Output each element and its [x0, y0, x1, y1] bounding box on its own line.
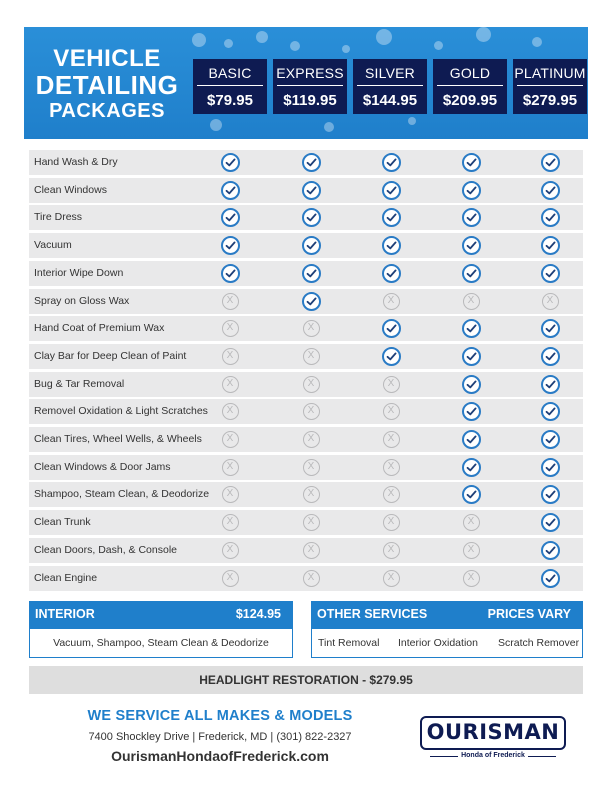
x-icon	[222, 348, 239, 365]
x-icon	[222, 486, 239, 503]
x-mark-letter: X	[307, 433, 315, 444]
check-icon	[462, 319, 481, 338]
other-service-item: Interior Oxidation	[398, 637, 478, 649]
check-icon	[462, 208, 481, 227]
check-icon	[382, 264, 401, 283]
check-icon	[462, 153, 481, 172]
x-icon	[303, 403, 320, 420]
check-icon	[541, 153, 560, 172]
check-icon	[462, 375, 481, 394]
check-icon	[541, 181, 560, 200]
check-icon	[382, 153, 401, 172]
check-icon	[382, 236, 401, 255]
check-icon	[541, 236, 560, 255]
other-service-item: Tint Removal	[318, 637, 380, 649]
check-icon	[382, 208, 401, 227]
check-icon	[462, 458, 481, 477]
x-mark-letter: X	[467, 295, 475, 306]
x-icon	[463, 542, 480, 559]
x-icon	[383, 514, 400, 531]
x-mark-letter: X	[387, 378, 395, 389]
table-row	[29, 289, 583, 314]
check-icon	[541, 264, 560, 283]
table-row	[29, 150, 583, 175]
check-icon	[462, 402, 481, 421]
check-icon	[462, 264, 481, 283]
table-row	[29, 316, 583, 341]
x-mark-letter: X	[307, 350, 315, 361]
divider	[277, 85, 343, 86]
other-services-body	[311, 628, 583, 658]
footer-tagline: WE SERVICE ALL MAKES & MODELS	[87, 708, 353, 724]
service-label: Hand Coat of Premium Wax	[34, 322, 165, 334]
other-service-item: Scratch Remover	[498, 637, 580, 649]
check-icon	[462, 347, 481, 366]
check-icon	[541, 319, 560, 338]
x-mark-letter: X	[226, 322, 234, 333]
check-icon	[382, 319, 401, 338]
service-label: Clean Windows & Door Jams	[34, 461, 171, 473]
package-name: GOLD	[449, 65, 491, 81]
divider	[357, 85, 423, 86]
table-row	[29, 427, 583, 452]
service-label: Shampoo, Steam Clean, & Deodorize	[34, 488, 210, 500]
x-mark-letter: X	[467, 544, 475, 555]
check-icon	[221, 236, 240, 255]
x-icon	[222, 542, 239, 559]
check-icon	[541, 430, 560, 449]
x-mark-letter: X	[387, 516, 395, 527]
table-row	[29, 510, 583, 535]
table-row	[29, 538, 583, 563]
check-icon	[221, 181, 240, 200]
interior-body	[29, 628, 293, 658]
x-icon	[383, 376, 400, 393]
x-mark-letter: X	[226, 572, 234, 583]
x-icon	[542, 293, 559, 310]
x-mark-letter: X	[387, 433, 395, 444]
x-icon	[222, 293, 239, 310]
x-icon	[463, 514, 480, 531]
check-icon	[462, 236, 481, 255]
divider	[437, 85, 503, 86]
x-mark-letter: X	[226, 295, 234, 306]
service-label: Clean Windows	[34, 184, 107, 196]
x-mark-letter: X	[387, 405, 395, 416]
bubble-decoration	[434, 41, 443, 50]
page-title	[24, 47, 190, 121]
check-icon	[541, 347, 560, 366]
logo-wordmark: OURISMAN	[420, 716, 566, 750]
check-icon	[541, 541, 560, 560]
service-label: Hand Wash & Dry	[34, 156, 118, 168]
interior-header	[29, 601, 293, 628]
service-label: Clean Trunk	[34, 516, 91, 528]
table-row	[29, 233, 583, 258]
x-icon	[222, 514, 239, 531]
x-mark-letter: X	[226, 488, 234, 499]
service-label: Clean Doors, Dash, & Console	[34, 544, 177, 556]
check-icon	[302, 292, 321, 311]
table-row	[29, 205, 583, 230]
x-icon	[383, 431, 400, 448]
package-price: $209.95	[442, 92, 498, 109]
package-name: PLATINUM	[514, 65, 586, 81]
title-line-3: PACKAGES	[49, 100, 165, 122]
x-mark-letter: X	[307, 461, 315, 472]
table-row	[29, 178, 583, 203]
x-icon	[463, 570, 480, 587]
bubble-decoration	[476, 27, 491, 42]
check-icon	[302, 264, 321, 283]
check-icon	[541, 375, 560, 394]
x-icon	[383, 459, 400, 476]
bubble-decoration	[224, 39, 233, 48]
table-row	[29, 372, 583, 397]
x-mark-letter: X	[226, 405, 234, 416]
x-icon	[383, 570, 400, 587]
package-price: $119.95	[283, 92, 337, 109]
x-icon	[303, 514, 320, 531]
other-services-header	[311, 601, 583, 628]
table-row	[29, 399, 583, 424]
bubble-decoration	[256, 31, 268, 43]
check-icon	[221, 264, 240, 283]
x-icon	[222, 376, 239, 393]
bubble-decoration	[324, 122, 334, 132]
package-gold	[433, 59, 507, 114]
x-mark-letter: X	[387, 461, 395, 472]
x-icon	[303, 570, 320, 587]
check-icon	[462, 430, 481, 449]
bubble-decoration	[376, 29, 392, 45]
package-price: $79.95	[207, 92, 253, 109]
x-icon	[222, 459, 239, 476]
x-icon	[383, 486, 400, 503]
divider	[517, 85, 583, 86]
x-icon	[303, 376, 320, 393]
x-mark-letter: X	[307, 488, 315, 499]
table-row	[29, 261, 583, 286]
interior-price: $124.95	[235, 607, 281, 621]
x-mark-letter: X	[387, 488, 395, 499]
service-label: Bug & Tar Removal	[34, 378, 125, 390]
x-icon	[222, 570, 239, 587]
x-mark-letter: X	[387, 572, 395, 583]
x-mark-letter: X	[307, 516, 315, 527]
x-icon	[222, 431, 239, 448]
x-mark-letter: X	[307, 572, 315, 583]
title-line-2: DETAILING	[35, 70, 179, 100]
x-icon	[303, 542, 320, 559]
service-label: Spray on Gloss Wax	[34, 295, 130, 307]
x-mark-letter: X	[387, 295, 395, 306]
check-icon	[541, 569, 560, 588]
package-name: EXPRESS	[276, 65, 344, 81]
title-line-1: VEHICLE	[53, 45, 161, 72]
footer-address: 7400 Shockley Drive | Frederick, MD | (301) 822-2327	[88, 731, 352, 743]
check-icon	[541, 485, 560, 504]
bubble-decoration	[192, 33, 206, 47]
x-icon	[303, 348, 320, 365]
table-row	[29, 566, 583, 591]
x-icon	[222, 403, 239, 420]
table-row	[29, 455, 583, 480]
x-icon	[222, 320, 239, 337]
check-icon	[462, 181, 481, 200]
bubble-decoration	[210, 119, 222, 131]
check-icon	[541, 402, 560, 421]
divider	[197, 85, 263, 86]
check-icon	[221, 208, 240, 227]
service-label: Vacuum	[34, 239, 72, 251]
bubble-decoration	[532, 37, 542, 47]
x-mark-letter: X	[307, 322, 315, 333]
footer-website-link[interactable]: OurismanHondaofFrederick.com	[111, 748, 329, 764]
interior-description: Vacuum, Shampoo, Steam Clean & Deodorize	[53, 637, 269, 649]
table-row	[29, 482, 583, 507]
x-mark-letter: X	[307, 378, 315, 389]
x-icon	[463, 293, 480, 310]
bubble-decoration	[290, 41, 300, 51]
logo-subtitle: Honda of Frederick	[420, 752, 566, 759]
x-mark-letter: X	[307, 405, 315, 416]
x-mark-letter: X	[546, 295, 554, 306]
package-express	[273, 59, 347, 114]
x-icon	[303, 486, 320, 503]
check-icon	[541, 208, 560, 227]
service-label: Interior Wipe Down	[34, 267, 124, 279]
x-mark-letter: X	[307, 544, 315, 555]
check-icon	[302, 236, 321, 255]
check-icon	[302, 208, 321, 227]
x-mark-letter: X	[387, 544, 395, 555]
x-icon	[383, 293, 400, 310]
bubble-decoration	[342, 45, 350, 53]
headlight-restoration-banner: HEADLIGHT RESTORATION - $279.95	[29, 666, 583, 694]
x-mark-letter: X	[467, 516, 475, 527]
service-label: Clean Tires, Wheel Wells, & Wheels	[34, 433, 202, 445]
x-mark-letter: X	[467, 572, 475, 583]
other-services-title: OTHER SERVICES	[317, 607, 428, 621]
check-icon	[221, 153, 240, 172]
table-row	[29, 344, 583, 369]
x-mark-letter: X	[226, 433, 234, 444]
package-name: SILVER	[365, 65, 415, 81]
x-icon	[303, 320, 320, 337]
check-icon	[382, 181, 401, 200]
x-icon	[303, 431, 320, 448]
x-icon	[303, 459, 320, 476]
x-mark-letter: X	[226, 378, 234, 389]
bubble-decoration	[408, 117, 416, 125]
x-mark-letter: X	[226, 544, 234, 555]
x-icon	[383, 403, 400, 420]
package-silver	[353, 59, 427, 114]
package-price: $144.95	[362, 92, 418, 109]
service-label: Removel Oxidation & Light Scratches	[34, 405, 208, 417]
check-icon	[541, 513, 560, 532]
check-icon	[302, 153, 321, 172]
service-label: Clean Engine	[34, 572, 98, 584]
other-services-price: PRICES VARY	[487, 607, 571, 621]
package-basic	[193, 59, 267, 114]
package-name: BASIC	[208, 65, 252, 81]
check-icon	[462, 485, 481, 504]
x-mark-letter: X	[226, 350, 234, 361]
x-icon	[383, 542, 400, 559]
x-mark-letter: X	[226, 516, 234, 527]
check-icon	[541, 458, 560, 477]
ourisman-logo	[420, 716, 566, 762]
service-label: Tire Dress	[34, 211, 83, 223]
interior-title: INTERIOR	[35, 607, 95, 621]
service-label: Clay Bar for Deep Clean of Paint	[34, 350, 187, 362]
x-mark-letter: X	[226, 461, 234, 472]
check-icon	[382, 347, 401, 366]
check-icon	[302, 181, 321, 200]
package-platinum	[513, 59, 587, 114]
package-price: $279.95	[522, 92, 578, 109]
